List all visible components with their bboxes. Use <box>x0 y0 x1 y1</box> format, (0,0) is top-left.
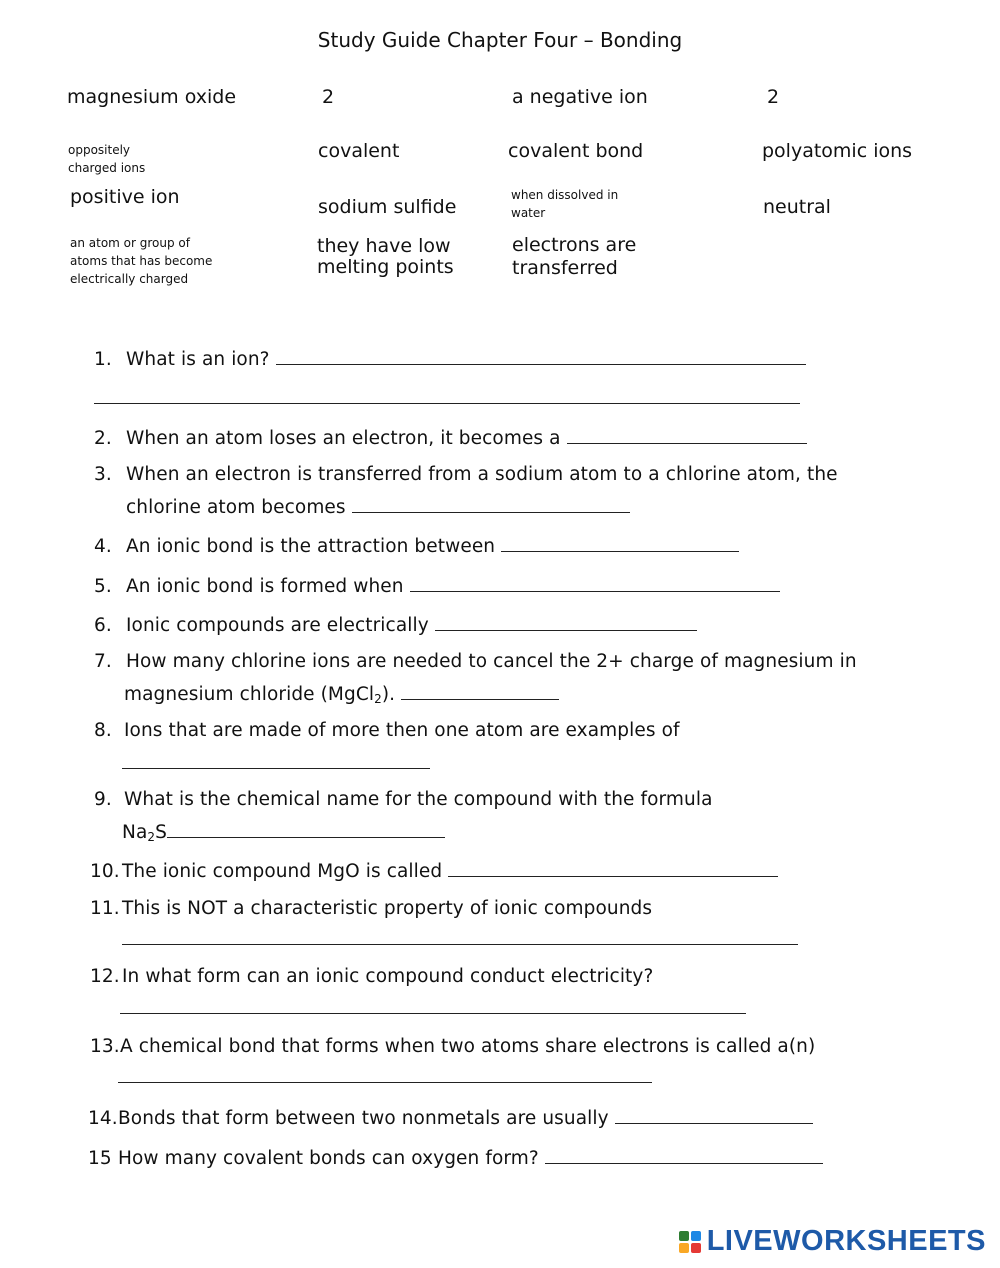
question-text: An ionic bond is the attraction between <box>126 536 496 557</box>
word-bank-item: 2 <box>322 86 335 108</box>
word-bank-item: positive ion <box>70 186 180 208</box>
question-number: 14. <box>88 1108 118 1129</box>
question-number: 13. <box>90 1036 120 1057</box>
word-bank-item: covalent <box>318 140 400 162</box>
answer-blank[interactable] <box>567 425 807 444</box>
question-text: chlorine atom becomes <box>126 497 346 518</box>
brand-name: LIVEWORKSHEETS <box>706 1225 986 1257</box>
question-text: The ionic compound MgO is called <box>122 861 443 882</box>
answer-blank[interactable] <box>448 858 778 877</box>
word-bank-item: a negative ion <box>512 86 648 108</box>
brand-watermark <box>679 1225 986 1258</box>
question-6 <box>94 612 697 636</box>
formula: Na <box>122 822 148 843</box>
question-7 <box>94 651 857 672</box>
word-bank-item: an atom or group of atoms that has become electrically charged <box>70 236 213 286</box>
answer-blank[interactable] <box>501 533 739 552</box>
word-bank-item: polyatomic ions <box>762 140 913 162</box>
word-bank-item: electrons are transferred <box>512 234 637 279</box>
answer-line[interactable] <box>122 944 798 945</box>
question-15 <box>88 1145 823 1169</box>
answer-blank[interactable] <box>435 612 697 631</box>
question-4 <box>94 533 739 557</box>
question-text: How many covalent bonds can oxygen form? <box>118 1148 539 1169</box>
page-title: Study Guide Chapter Four – Bonding <box>317 28 683 52</box>
liveworksheets-logo-icon <box>679 1231 701 1253</box>
question-text: What is the chemical name for the compound with the formula <box>124 789 713 810</box>
question-9-continued <box>122 819 445 844</box>
answer-blank[interactable] <box>352 494 630 513</box>
question-number: 11. <box>90 898 120 919</box>
question-text: When an atom loses an electron, it becomes a <box>126 428 561 449</box>
question-11 <box>90 898 652 919</box>
word-bank-item: when dissolved in water <box>511 188 619 220</box>
word-bank-item: they have low melting points <box>317 235 454 278</box>
question-text: An ionic bond is formed when <box>126 576 404 597</box>
answer-blank[interactable] <box>615 1105 813 1124</box>
word-bank-item: sodium sulfide <box>318 196 457 218</box>
question-number: 4. <box>94 536 112 557</box>
question-14 <box>88 1105 813 1129</box>
question-number: 3. <box>94 464 112 485</box>
question-number: 15 <box>88 1148 112 1169</box>
answer-line[interactable] <box>122 768 430 769</box>
answer-line[interactable] <box>120 1013 746 1014</box>
question-8 <box>94 720 680 741</box>
answer-blank[interactable] <box>401 681 559 700</box>
word-bank-item: covalent bond <box>508 140 644 162</box>
question-number: 7. <box>94 651 112 672</box>
question-text: In what form can an ionic compound conduct electricity? <box>122 966 654 987</box>
question-text: How many chlorine ions are needed to cancel the 2+ charge of magnesium in <box>126 651 857 672</box>
question-number: 12. <box>90 966 120 987</box>
question-text: magnesium chloride (MgCl <box>124 684 375 705</box>
question-text: Bonds that form between two nonmetals are usually <box>118 1108 609 1129</box>
answer-blank[interactable] <box>167 819 445 838</box>
formula: S <box>155 822 167 843</box>
answer-line[interactable] <box>94 403 800 404</box>
answer-blank[interactable] <box>545 1145 823 1164</box>
question-9 <box>94 789 713 810</box>
word-bank-item: 2 <box>767 86 780 108</box>
question-text: When an electron is transferred from a sodium atom to a chlorine atom, the <box>126 464 838 485</box>
question-number: 2. <box>94 428 112 449</box>
question-2 <box>94 425 807 449</box>
question-number: 1. <box>94 349 112 370</box>
question-1 <box>94 346 806 370</box>
question-text: ). <box>381 684 396 705</box>
question-text: A chemical bond that forms when two atoms share electrons is called a(n) <box>120 1036 816 1057</box>
word-bank-item: oppositely charged ions <box>68 143 146 175</box>
answer-line[interactable] <box>118 1082 652 1083</box>
question-number: 5. <box>94 576 112 597</box>
subscript: 2 <box>147 830 156 844</box>
question-number: 8. <box>94 720 112 741</box>
question-text: What is an ion? <box>126 349 270 370</box>
question-number: 6. <box>94 615 112 636</box>
question-12 <box>90 966 653 987</box>
answer-blank[interactable] <box>276 346 806 365</box>
question-5 <box>94 573 780 597</box>
question-text: This is NOT a characteristic property of ionic compounds <box>122 898 653 919</box>
word-bank-item: magnesium oxide <box>67 86 237 108</box>
subscript: 2 <box>374 692 382 706</box>
question-10 <box>90 858 778 882</box>
answer-blank[interactable] <box>410 573 780 592</box>
question-number: 9. <box>94 789 112 810</box>
word-bank-item: neutral <box>763 196 831 218</box>
question-3 <box>94 464 838 485</box>
question-text: Ions that are made of more then one atom are examples of <box>124 720 680 741</box>
question-number: 10. <box>90 861 120 882</box>
question-3-continued <box>126 494 630 518</box>
question-7-continued <box>124 681 559 706</box>
question-13 <box>90 1036 815 1057</box>
question-text: Ionic compounds are electrically <box>126 615 429 636</box>
